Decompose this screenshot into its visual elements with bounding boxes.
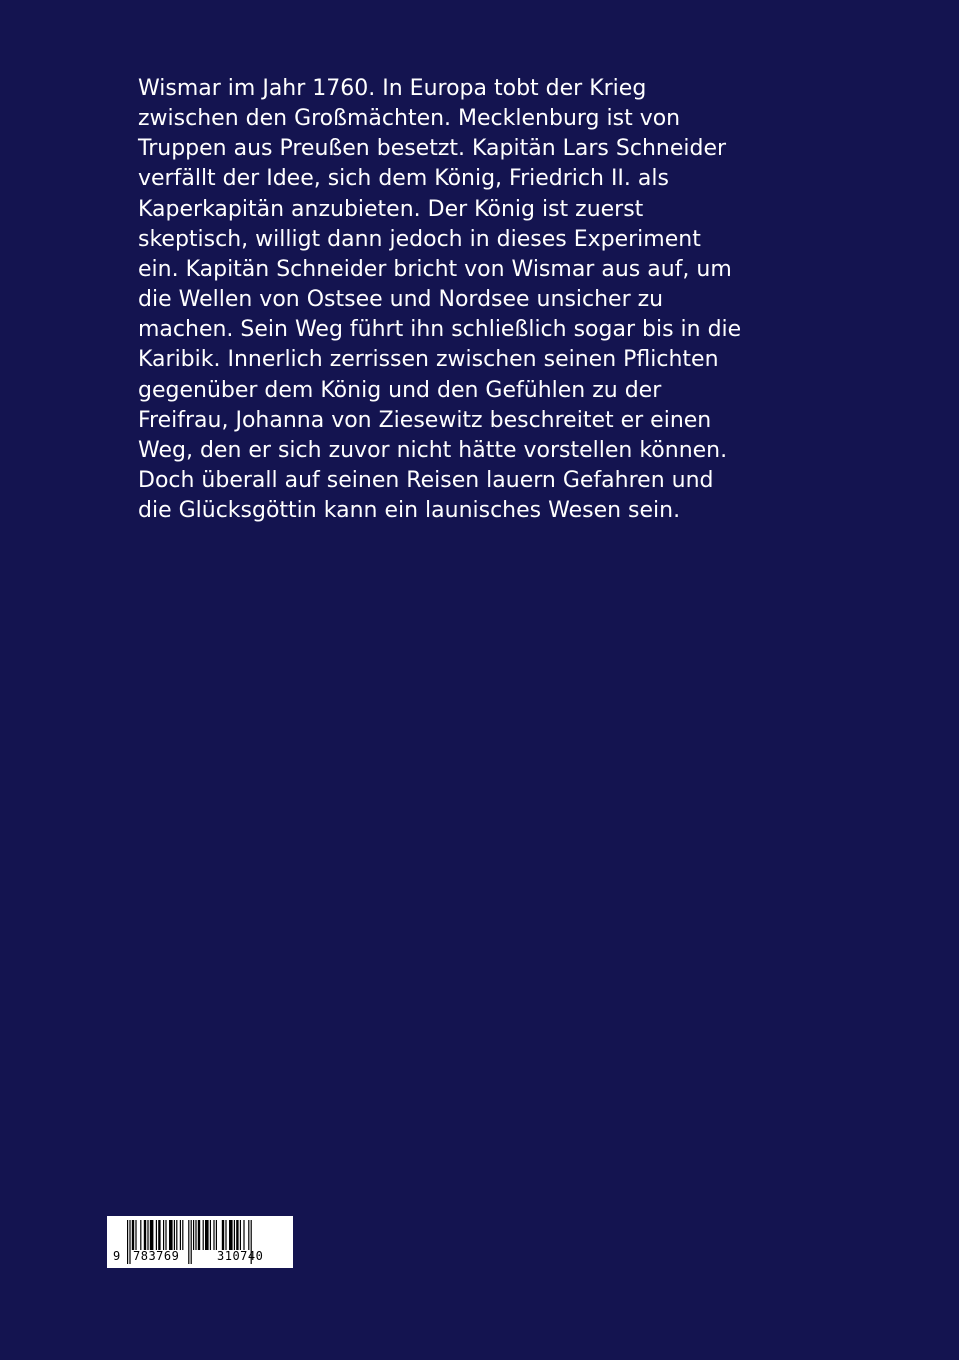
barcode-bar [222, 1220, 224, 1250]
barcode-digits [107, 1249, 293, 1267]
blurb-line: die Glücksgöttin kann ein launisches Wesen sein. [138, 498, 681, 524]
barcode-bar [150, 1220, 154, 1250]
barcode-bar [195, 1220, 196, 1250]
barcode-bar [182, 1220, 183, 1250]
barcode-bar [140, 1220, 141, 1250]
blurb-line: skeptisch, willigt dann jedoch in dieses Experiment [138, 226, 701, 252]
barcode-bar [243, 1220, 244, 1250]
barcode-bar [225, 1220, 226, 1250]
barcode-bar [144, 1220, 146, 1250]
barcode-bar [176, 1220, 177, 1250]
barcode-bar [198, 1220, 200, 1250]
blurb-line: Wismar im Jahr 1760. In Europa tobt der Krieg [138, 76, 647, 101]
barcode-lead-digit: 9 [113, 1249, 121, 1263]
barcode-bar [169, 1220, 173, 1250]
blurb-line: Doch überall auf seinen Reisen lauern Gefahren und [138, 468, 714, 494]
barcode-bar [158, 1220, 160, 1250]
barcode-bar [236, 1220, 238, 1250]
blurb-line: ein. Kapitän Schneider bricht von Wismar aus auf, um [138, 256, 732, 282]
barcode-bar [135, 1220, 136, 1250]
barcode-bar [156, 1220, 157, 1250]
barcode-bar [165, 1220, 166, 1250]
barcode-bar [216, 1220, 217, 1250]
barcode-bar [210, 1220, 211, 1250]
blurb-line: machen. Sein Weg führt ihn schließlich sogar bis in die [138, 317, 742, 343]
barcode-right-digits: 310740 [217, 1249, 264, 1263]
barcode-bar [132, 1220, 134, 1250]
blurb-text [138, 74, 742, 526]
barcode-bar [147, 1220, 148, 1250]
barcode-bar [213, 1220, 214, 1250]
barcode-bar [205, 1220, 209, 1250]
blurb-line: Freifrau, Johanna von Ziesewitz beschreitet er einen [138, 407, 712, 433]
blurb-line: verfällt der Idee, sich dem König, Friedrich II. als [138, 166, 669, 192]
barcode-bar [174, 1220, 175, 1250]
barcode-bar [193, 1220, 194, 1250]
blurb-line: Karibik. Innerlich zerrissen zwischen seinen Pflichten [138, 347, 719, 373]
isbn-barcode [107, 1216, 293, 1268]
blurb-line: Weg, den er sich zuvor nicht hätte vorstellen können. [138, 437, 728, 463]
barcode-bar [163, 1220, 164, 1250]
blurb-line: zwischen den Großmächten. Mecklenburg ist von [138, 106, 681, 132]
barcode-bar [248, 1220, 249, 1250]
barcode-bar [240, 1220, 241, 1250]
barcode-bar [203, 1220, 204, 1250]
blurb-line: die Wellen von Ostsee und Nordsee unsicher zu [138, 287, 664, 313]
blurb-line: Truppen aus Preußen besetzt. Kapitän Lars Schneider [138, 136, 727, 162]
barcode-left-digits: 783769 [133, 1249, 180, 1263]
barcode-bar [180, 1220, 181, 1250]
blurb-line: gegenüber dem König und den Gefühlen zu der [138, 377, 662, 403]
barcode-bar [229, 1220, 233, 1250]
blurb-line: Kaperkapitän anzubieten. Der König ist zuerst [138, 196, 644, 222]
barcode-bar [234, 1220, 235, 1250]
